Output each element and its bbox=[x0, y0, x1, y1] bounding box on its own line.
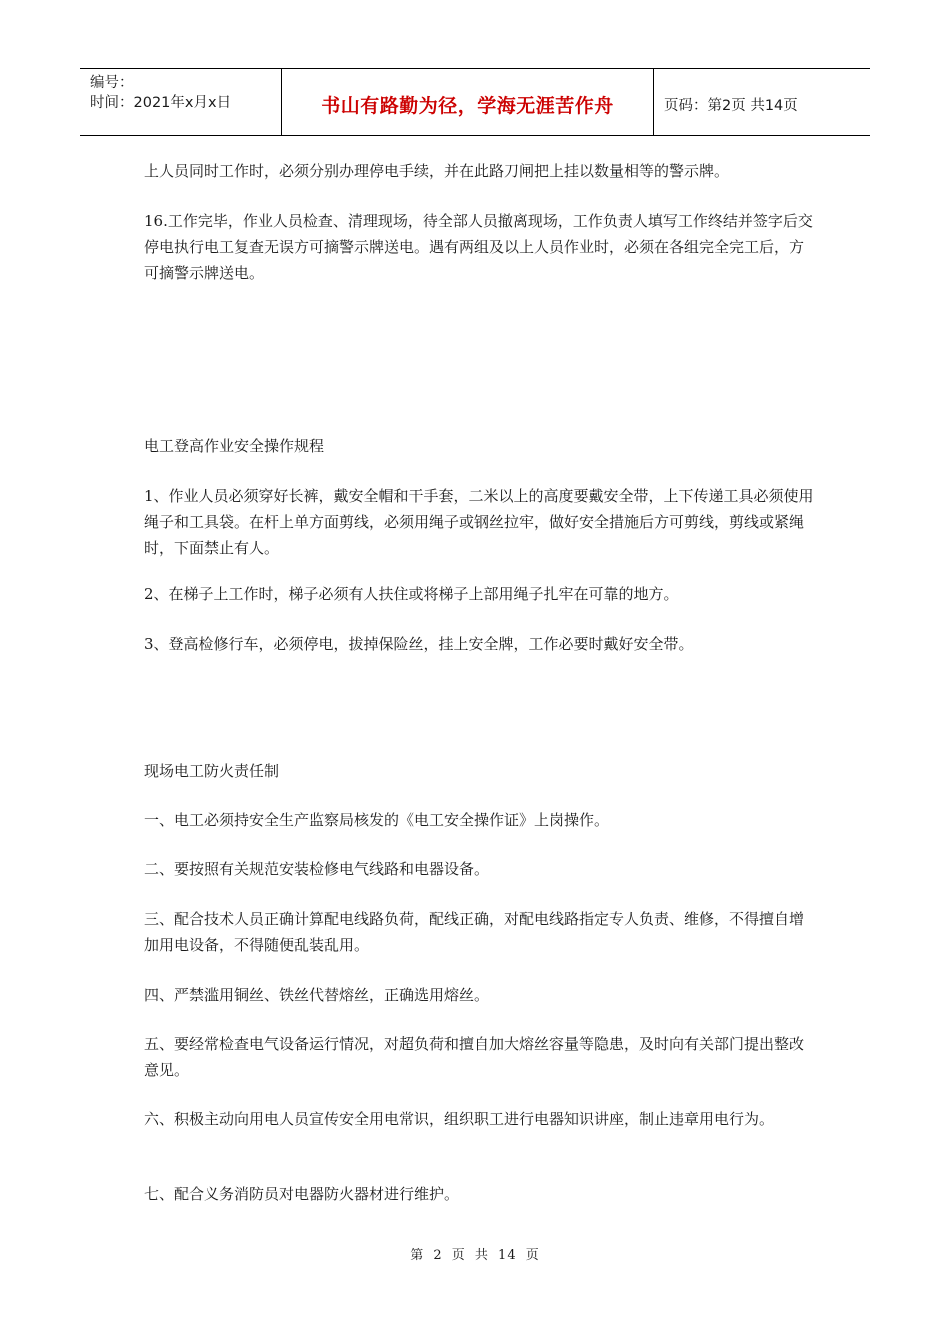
paragraph-fire-2: 二、要按照有关规范安装检修电气线路和电器设备。 bbox=[144, 860, 490, 878]
header-meta-cell bbox=[80, 69, 282, 135]
section-title-climbing: 电工登高作业安全操作规程 bbox=[144, 437, 325, 455]
paragraph-fire-4: 四、严禁滥用铜丝、铁丝代替熔丝，正确选用熔丝。 bbox=[144, 986, 490, 1004]
page-footer: 第 2 页 共 14 页 bbox=[410, 1248, 540, 1263]
paragraph-fire-1: 一、电工必须持安全生产监察局核发的《电工安全操作证》上岗操作。 bbox=[144, 811, 610, 829]
paragraph-climbing-3: 3、登高检修行车，必须停电，拔掉保险丝，挂上安全牌，工作必要时戴好安全带。 bbox=[144, 635, 694, 653]
paragraph-climbing-2: 2、在梯子上工作时，梯子必须有人扶住或将梯子上部用绳子扎牢在可靠的地方。 bbox=[144, 585, 679, 603]
paragraph-fire-6: 六、积极主动向用电人员宣传安全用电常识，组织职工进行电器知识讲座，制止违章用电行为。 bbox=[144, 1110, 775, 1128]
header-motto-cell bbox=[282, 69, 654, 135]
header-page-cell bbox=[654, 69, 870, 135]
paragraph-item-16: 16.工作完毕，作业人员检查、清理现场，待全部人员撤离现场，工作负责人填写工作终结并签字后交停电执行电工复查无误方可摘警示牌送电。遇有两组及以上人员作业时，必须在各组完全完工后，方可摘警示牌送电。 bbox=[144, 212, 813, 282]
paragraph-fire-7: 七、配合义务消防员对电器防火器材进行维护。 bbox=[144, 1185, 460, 1203]
paragraph-fire-5: 五、要经常检查电气设备运行情况，对超负荷和擅自加大熔丝容量等隐患，及时向有关部门提出整改意见。 bbox=[144, 1035, 805, 1079]
time-label: 时间：2021年x月x日 bbox=[90, 95, 232, 111]
page-info: 页码：第2页 共14页 bbox=[664, 97, 798, 114]
paragraph-climbing-1: 1、作业人员必须穿好长裤，戴安全帽和干手套，二米以上的高度要戴安全带，上下传递工具必须使用绳子和工具袋。在杆上单方面剪线，必须用绳子或钢丝拉牢，做好安全措施后方可剪线，剪线或紧绳时，下面禁止有人。 bbox=[144, 487, 814, 557]
paragraph-fire-3: 三、配合技术人员正确计算配电线路负荷，配线正确，对配电线路指定专人负责、维修，不得擅自增加用电设备，不得随便乱装乱用。 bbox=[144, 910, 805, 954]
motto-text: 书山有路勤为径，学海无涯苦作舟 bbox=[321, 94, 614, 117]
paragraph-continuation: 上人员同时工作时，必须分别办理停电手续，并在此路刀闸把上挂以数量相等的警示牌。 bbox=[144, 162, 730, 180]
document-header bbox=[80, 68, 870, 136]
code-label: 编号： bbox=[90, 75, 134, 91]
section-title-fire: 现场电工防火责任制 bbox=[144, 762, 280, 780]
